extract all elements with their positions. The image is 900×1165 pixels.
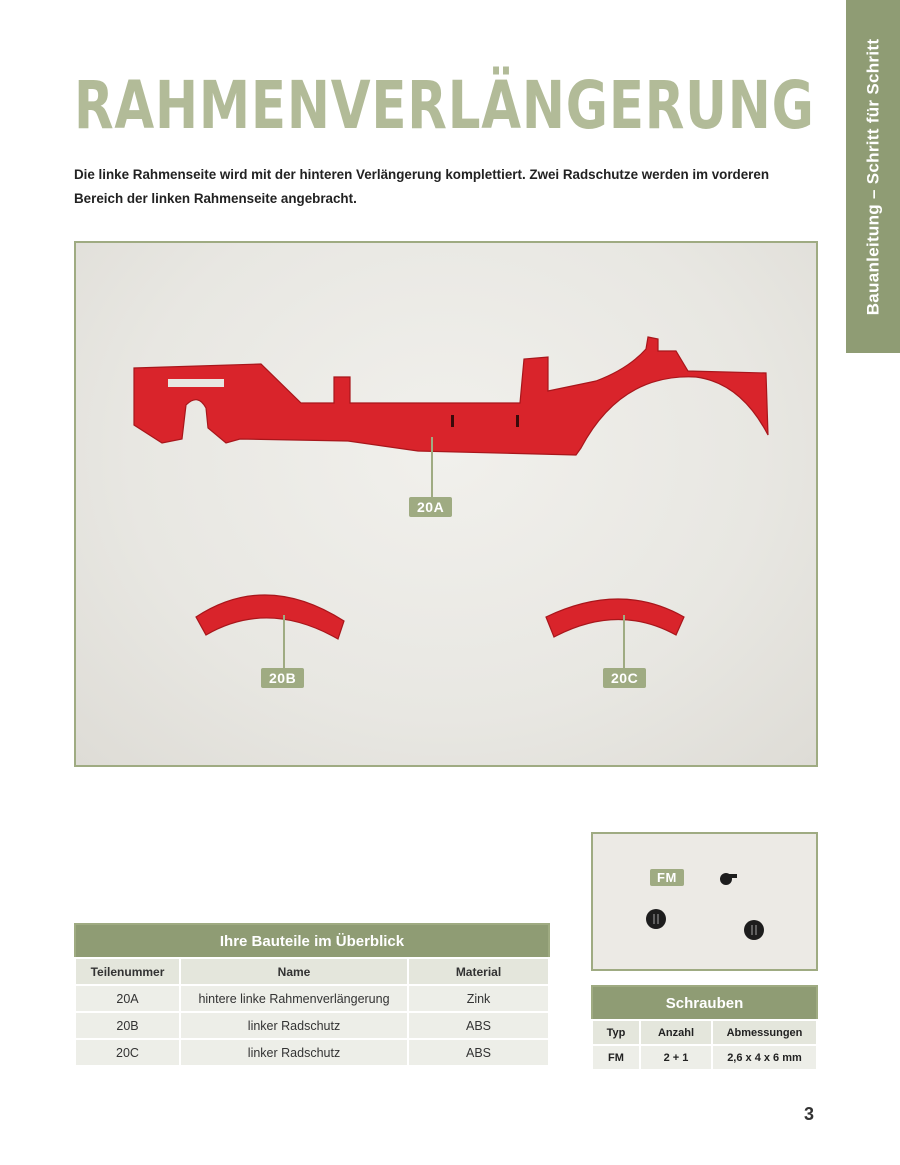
- screw-photo: [591, 832, 818, 971]
- part-20a-frame: [134, 337, 768, 455]
- table-header-row: [75, 958, 549, 985]
- page-title: RAHMENVERLÄNGERUNG: [74, 67, 815, 144]
- screw-icon: [744, 920, 764, 940]
- frame-mark: [516, 415, 519, 427]
- cell-name: hintere linke Rahmenverlängerung: [180, 985, 408, 1012]
- page-number: 3: [804, 1104, 815, 1124]
- callout-20c: 20C: [603, 668, 646, 688]
- table-row: [592, 1045, 817, 1070]
- frame-slot: [168, 379, 224, 387]
- screw-table: [591, 985, 818, 1071]
- parts-table: [74, 923, 550, 1067]
- cell-name: linker Radschutz: [180, 1012, 408, 1039]
- cell-name: linker Radschutz: [180, 1039, 408, 1066]
- table-header-row: [592, 1020, 817, 1045]
- column-header: Abmessungen: [712, 1020, 817, 1045]
- part-20b-mudguard: [196, 595, 344, 639]
- part-20c-mudguard: [546, 599, 684, 637]
- cell-part-number: 20A: [75, 985, 180, 1012]
- callout-20a: 20A: [409, 497, 452, 517]
- cell-count: 2 + 1: [640, 1045, 712, 1070]
- cell-material: Zink: [408, 985, 549, 1012]
- parts-table-title: Ihre Bauteile im Überblick: [74, 923, 550, 957]
- intro-text: Die linke Rahmenseite wird mit der hinteren Verlängerung komplettiert. Zwei Radschutze werden im vorderen Bereich der linken Rahmenseite angebracht.: [74, 167, 769, 206]
- callout-fm: FM: [650, 869, 684, 886]
- cell-type: FM: [592, 1045, 640, 1070]
- column-header: Typ: [592, 1020, 640, 1045]
- side-tab-label: Bauanleitung – Schritt für Schritt: [863, 38, 882, 315]
- column-header: Teilenummer: [75, 958, 180, 985]
- cell-part-number: 20B: [75, 1012, 180, 1039]
- column-header: Name: [180, 958, 408, 985]
- screw-shank: [723, 874, 737, 878]
- callout-20b: 20B: [261, 668, 304, 688]
- cell-material: ABS: [408, 1012, 549, 1039]
- screw-icon: [646, 909, 666, 929]
- table-row: [75, 985, 549, 1012]
- screws-illustration: [593, 834, 816, 969]
- screw-table-title: Schrauben: [591, 985, 818, 1019]
- column-header: Material: [408, 958, 549, 985]
- parts-photo: [74, 241, 818, 767]
- frame-mark: [451, 415, 454, 427]
- table-row: [75, 1012, 549, 1039]
- cell-material: ABS: [408, 1039, 549, 1066]
- table-row: [75, 1039, 549, 1066]
- column-header: Anzahl: [640, 1020, 712, 1045]
- cell-part-number: 20C: [75, 1039, 180, 1066]
- side-tab: [846, 0, 900, 353]
- cell-dimensions: 2,6 x 4 x 6 mm: [712, 1045, 817, 1070]
